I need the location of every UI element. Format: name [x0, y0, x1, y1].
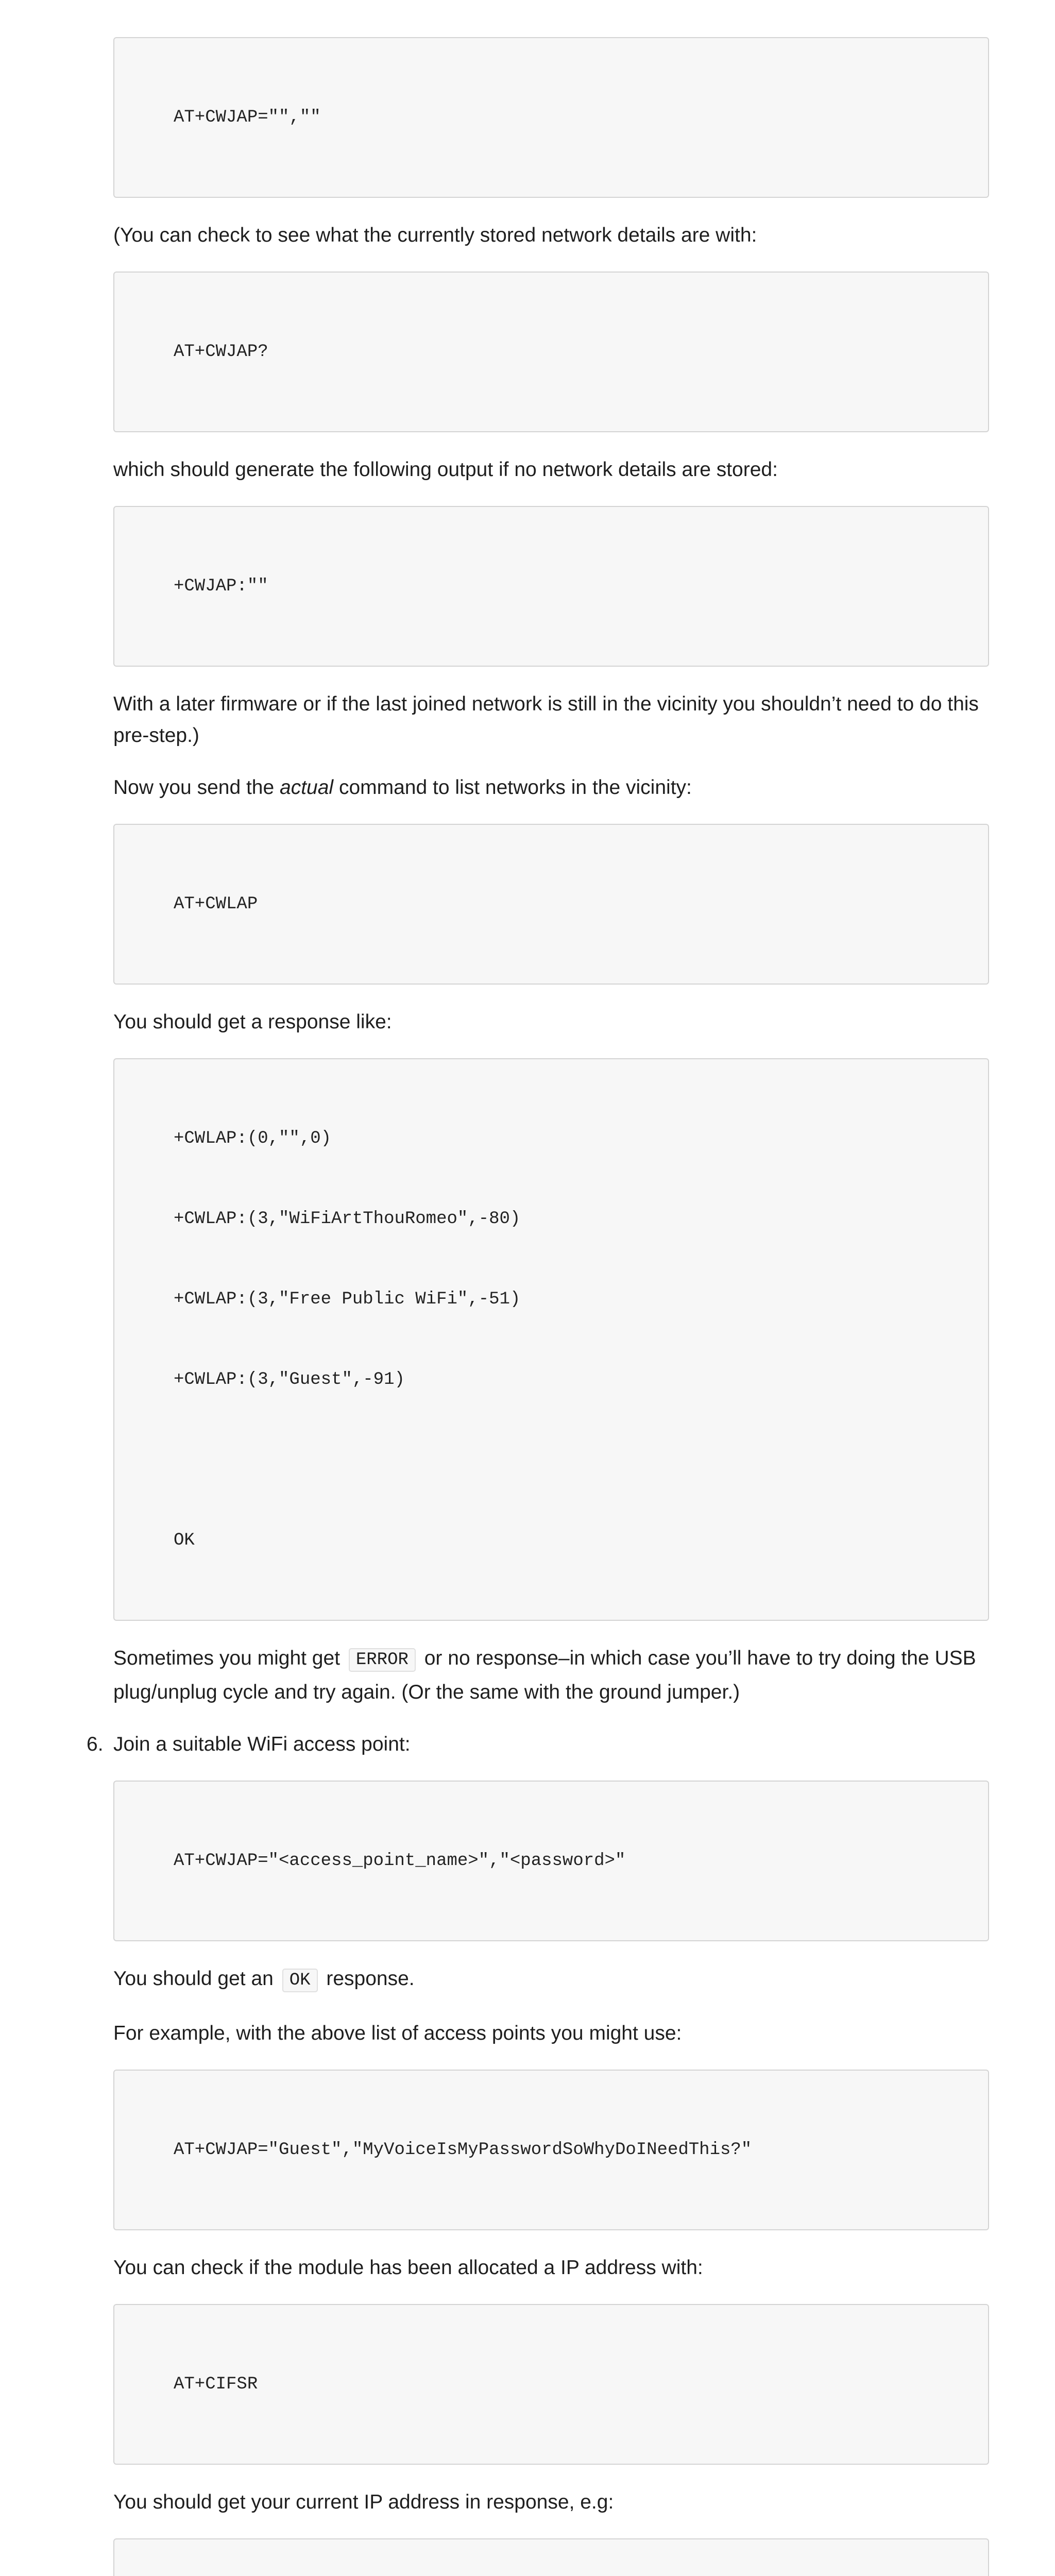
code-block-cwjap-output: [113, 506, 989, 667]
code-block-cwjap-query: [113, 272, 989, 432]
code-line: AT+CWJAP="Guest","MyVoiceIsMyPasswordSoWhyDoINeedThis?": [174, 2140, 752, 2160]
text-span: command to list networks in the vicinity:: [333, 776, 692, 799]
code-block-ip-address: [113, 2538, 989, 2576]
code-line: AT+CWJAP?: [174, 342, 268, 362]
paragraph-check-ip: You can check if the module has been allocated a IP address with:: [113, 2257, 703, 2279]
code-line: +CWJAP:"": [174, 577, 268, 596]
text-span: Now you send the: [113, 776, 280, 799]
list-number: 6.: [87, 1733, 104, 1755]
paragraph-check-stored: (You can check to see what the currently stored network details are with:: [113, 224, 757, 246]
code-line: OK: [174, 1531, 195, 1550]
paragraph-example: For example, with the above list of access points you might use:: [113, 2022, 682, 2044]
code-line: +CWLAP:(3,"WiFiArtThouRomeo",-80): [174, 1209, 521, 1229]
list-item-text: Join a suitable WiFi access point:: [113, 1733, 411, 1755]
document-content: [87, 37, 989, 2576]
inline-code-error: ERROR: [349, 1648, 416, 1672]
code-block-cwjap-clear: [113, 37, 989, 198]
emphasis-text: actual: [280, 776, 334, 799]
code-line: +CWLAP:(3,"Free Public WiFi",-51): [174, 1290, 521, 1309]
code-line: AT+CWJAP="","": [174, 108, 321, 127]
code-line: +CWLAP:(3,"Guest",-91): [174, 1370, 405, 1389]
text-span: Sometimes you might get: [113, 1647, 346, 1669]
code-line: [174, 1447, 988, 1473]
paragraph-ok-response: [113, 1963, 989, 1997]
code-block-cwjap-join: [113, 1781, 989, 1941]
list-item-step-6: [87, 1728, 989, 1760]
paragraph-list-networks: [113, 772, 989, 803]
code-block-cwjap-example: [113, 2070, 989, 2230]
code-block-cwlap-response: [113, 1058, 989, 1621]
paragraph-error-note: [113, 1642, 989, 1708]
code-line: AT+CWJAP="<access_point_name>","<password>": [174, 1851, 626, 1871]
paragraph-ip-response: You should get your current IP address in response, e.g:: [113, 2491, 614, 2513]
text-span: or no response–in which case you’ll have to try doing the USB plug/unplug cycle and try again. (Or the same with the ground jumper.): [113, 1647, 976, 1703]
paragraph-response-like: You should get a response like:: [113, 1011, 392, 1033]
code-line: AT+CWLAP: [174, 894, 258, 914]
code-line: +CWLAP:(0,"",0): [174, 1129, 332, 1148]
paragraph-firmware-note: With a later firmware or if the last joined network is still in the vicinity you shouldn’t need to do this pre-step.): [113, 693, 979, 747]
code-block-cwlap: [113, 824, 989, 985]
text-span: You should get an: [113, 1968, 279, 1990]
code-line: AT+CIFSR: [174, 2375, 258, 2394]
inline-code-ok: OK: [282, 1969, 318, 1992]
code-block-cifsr: [113, 2304, 989, 2465]
text-span: response.: [320, 1968, 415, 1990]
paragraph-output-description: which should generate the following output if no network details are stored:: [113, 459, 778, 481]
